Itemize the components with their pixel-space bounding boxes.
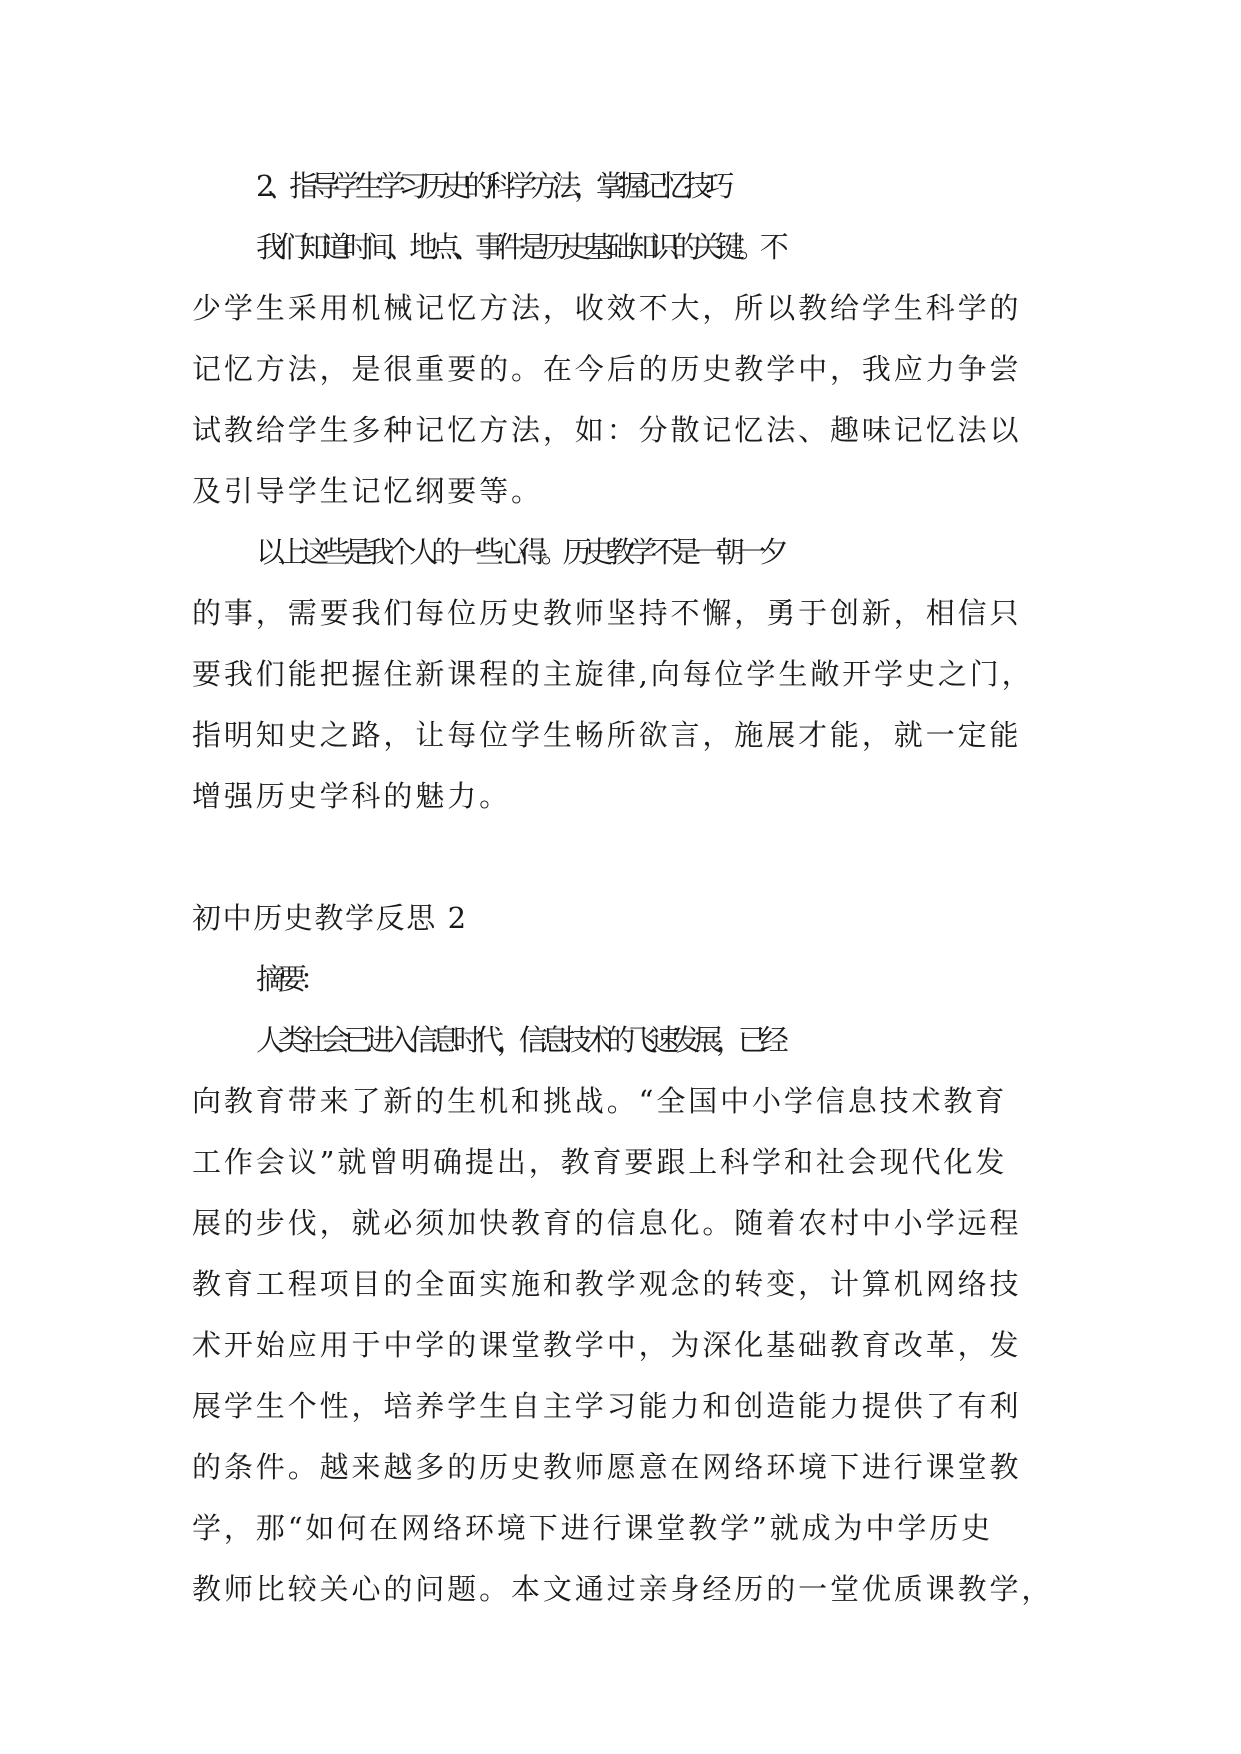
paragraph-line: 要我们能把握住新课程的主旋律,向每位学生敞开学史之门， <box>192 657 1034 691</box>
paragraph-line: 教师比较关心的问题。本文通过亲身经历的一堂优质课教学， <box>192 1572 1054 1606</box>
paragraph-line: 人类社会已进入信息时代，信息技术的飞速发展，已经 <box>256 1023 782 1057</box>
paragraph-line: 及引导学生记忆纲要等。 <box>192 474 543 508</box>
paragraph-line: 向教育带来了新的生机和挑战。“全国中小学信息技术教育 <box>192 1084 1008 1118</box>
paragraph-line: 展的步伐，就必须加快教育的信息化。随着农村中小学远程 <box>192 1206 1022 1240</box>
paragraph-line: 工作会议”就曾明确提出，教育要跟上科学和社会现代化发 <box>192 1145 1008 1179</box>
abstract-label: 摘要： <box>256 962 322 996</box>
paragraph-line: 试教给学生多种记忆方法，如：分散记忆法、趣味记忆法以 <box>192 413 1022 447</box>
paragraph-line: 展学生个性，培养学生自主学习能力和创造能力提供了有利 <box>192 1389 1022 1423</box>
paragraph-line: 的条件。越来越多的历史教师愿意在网络环境下进行课堂教 <box>192 1450 1022 1484</box>
paragraph-line: 增强历史学科的魅力。 <box>192 779 512 813</box>
paragraph-line: 指明知史之路，让每位学生畅所欲言，施展才能，就一定能 <box>192 718 1022 752</box>
paragraph-line: 的事，需要我们每位历史教师坚持不懈，勇于创新，相信只 <box>192 596 1022 630</box>
section-subheading: 2、指导学生学习历史的科学方法，掌握记忆技巧 <box>256 169 728 203</box>
paragraph-line: 学，那“如何在网络环境下进行课堂教学”就成为中学历史 <box>192 1511 994 1545</box>
paragraph-line: 教育工程项目的全面实施和教学观念的转变，计算机网络技 <box>192 1267 1022 1301</box>
paragraph-line: 记忆方法，是很重要的。在今后的历史教学中，我应力争尝 <box>192 352 1022 386</box>
paragraph-line: 我们知道时间、地点、事件是历史基础知识的关键。不 <box>256 230 782 264</box>
paragraph-line: 术开始应用于中学的课堂教学中，为深化基础教育改革，发 <box>192 1328 1022 1362</box>
paragraph-line: 以上这些是我个人的一些心得。历史教学不是一朝一夕 <box>256 535 782 569</box>
paragraph-line: 少学生采用机械记忆方法，收效不大，所以教给学生科学的 <box>192 291 1022 325</box>
section-title: 初中历史教学反思 2 <box>192 901 468 935</box>
